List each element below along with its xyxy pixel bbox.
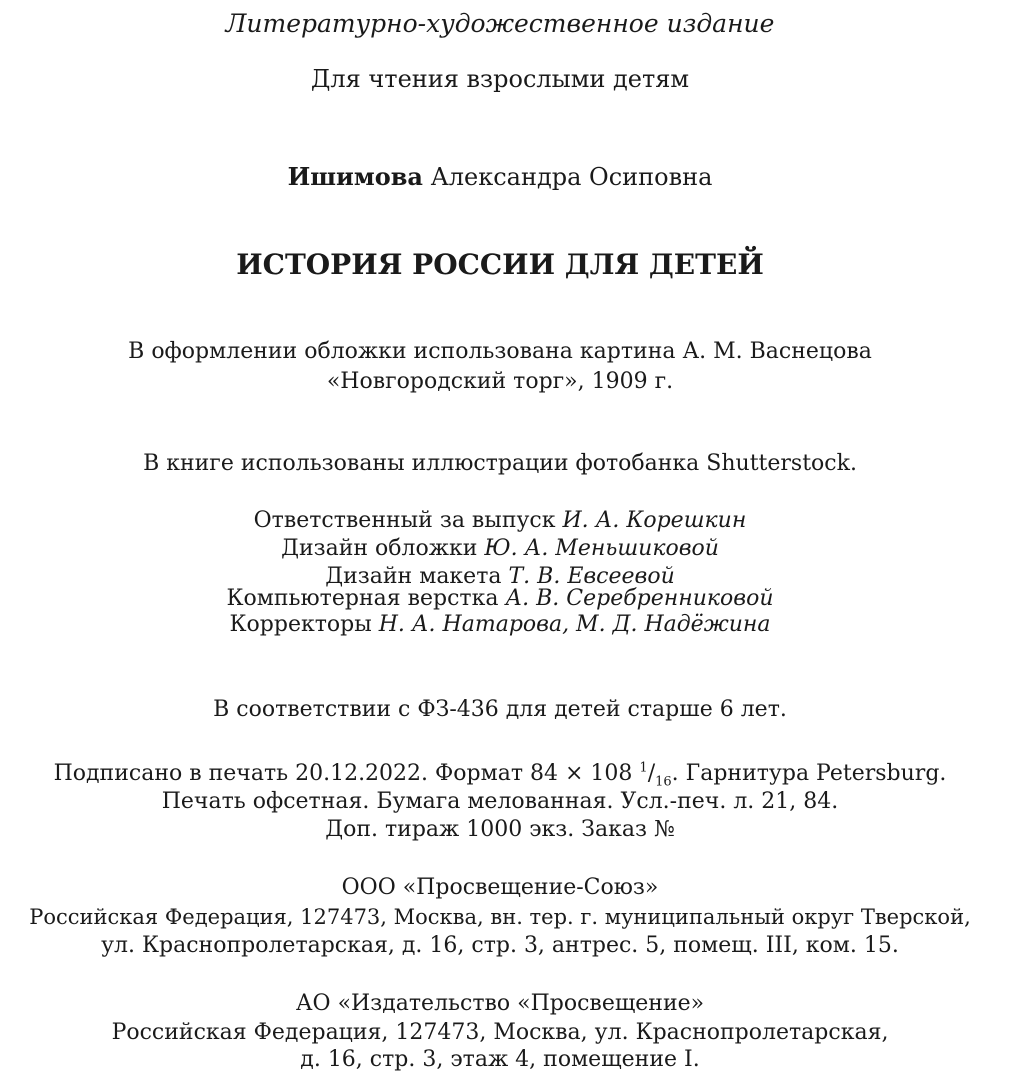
edition-type: Литературно-художественное издание	[225, 9, 775, 38]
credit-line	[0, 611, 1000, 639]
author-given-names: Александра Осиповна	[430, 163, 713, 191]
credit-role: Корректоры	[229, 612, 372, 637]
cover-note-line2: «Новгородский торг», 1909 г.	[326, 369, 674, 394]
credit-name: А. В. Серебренниковой	[505, 586, 774, 611]
format-slash: /	[647, 761, 656, 786]
publisher-name: АО «Издательство «Просвещение»	[295, 991, 705, 1016]
format-denominator: 16	[655, 774, 672, 790]
credit-name: Ю. А. Меньшиковой	[484, 536, 719, 561]
manufacturer-name: ООО «Просвещение-Союз»	[341, 875, 659, 900]
credit-name: И. А. Корешкин	[562, 508, 747, 533]
credit-role: Дизайн макета	[325, 564, 502, 589]
audience-note: Для чтения взрослыми детям	[310, 65, 690, 93]
credit-role: Ответственный за выпуск	[253, 508, 556, 533]
cover-note-line1: В оформлении обложки использована картина А. М. Васнецова	[128, 339, 872, 364]
credit-line	[0, 507, 1000, 535]
print-info-line3: Доп. тираж 1000 экз. Заказ №	[325, 817, 675, 842]
publisher-address-line1: Российская Федерация, 127473, Москва, ул. Краснопролетарская,	[111, 1020, 889, 1045]
credit-name: Н. А. Натарова, М. Д. Надёжина	[378, 612, 771, 637]
book-title: ИСТОРИЯ РОССИИ ДЛЯ ДЕТЕЙ	[236, 248, 764, 281]
print-info-line1	[0, 760, 1000, 788]
credit-line	[0, 585, 1000, 613]
format-fraction	[639, 760, 672, 790]
credit-role: Компьютерная верстка	[226, 586, 499, 611]
illustrations-note: В книге использованы иллюстрации фотобанка Shutterstock.	[143, 451, 857, 476]
credit-line	[0, 535, 1000, 563]
print-info-end: . Гарнитура Petersburg.	[671, 761, 947, 786]
author-surname: Ишимова	[287, 162, 423, 191]
publisher-address-line2: д. 16, стр. 3, этаж 4, помещение I.	[300, 1047, 700, 1072]
manufacturer-address-line2: ул. Краснопролетарская, д. 16, стр. 3, антрес. 5, помещ. III, ком. 15.	[101, 933, 899, 958]
print-info-start: Подписано в печать 20.12.2022. Формат 84 × 108	[53, 761, 633, 786]
print-info-line2: Печать офсетная. Бумага мелованная. Усл.-печ. л. 21, 84.	[161, 789, 839, 814]
format-numerator: 1	[639, 760, 648, 776]
credit-name: Т. В. Евсеевой	[508, 564, 675, 589]
credit-role: Дизайн обложки	[281, 536, 478, 561]
manufacturer-address-line1: Российская Федерация, 127473, Москва, вн. тер. г. муниципальный округ Тверской,	[29, 905, 971, 929]
author-line	[0, 162, 1000, 192]
age-rating: В соответствии с ФЗ-436 для детей старше 6 лет.	[213, 697, 787, 722]
